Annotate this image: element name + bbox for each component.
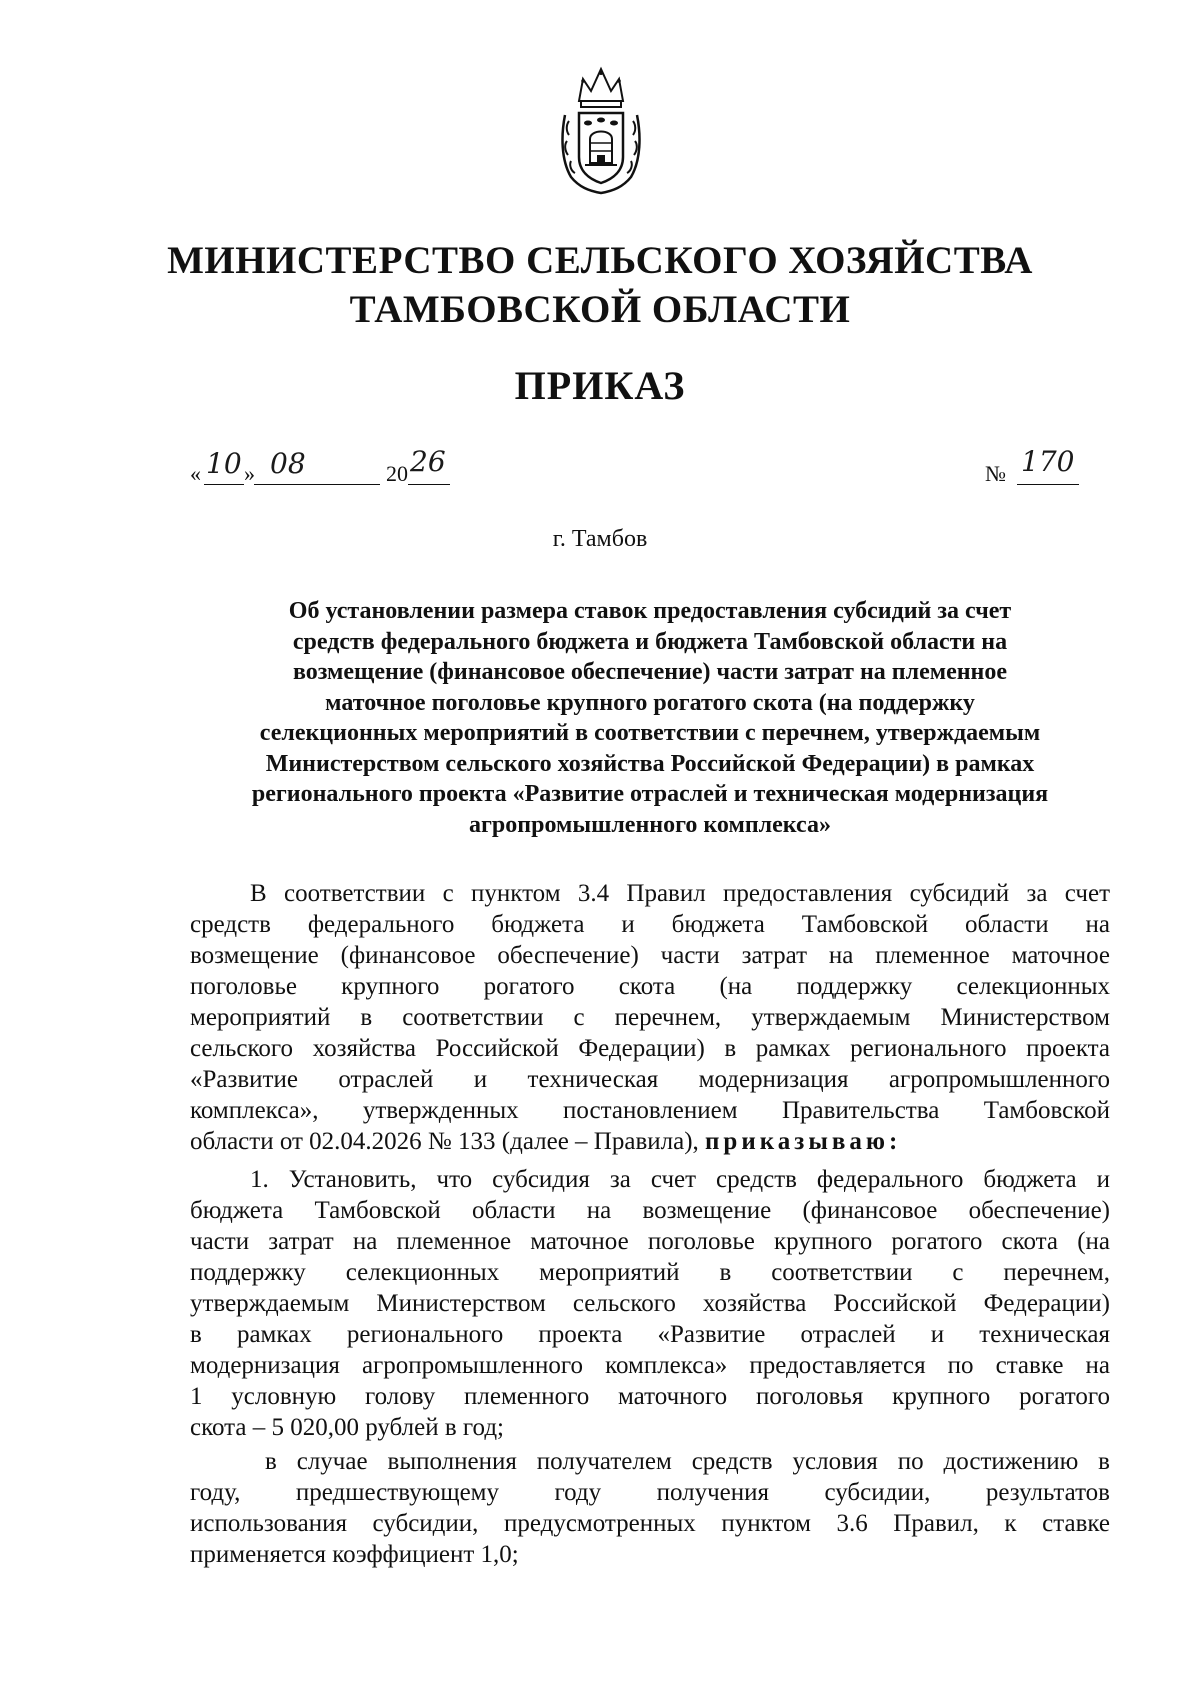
body-line: В соответствии с пунктом 3.4 Правил предоставления субсидий за счет xyxy=(250,880,1110,907)
title-line: селекционных мероприятий в соответствии с перечнем, утверждаемым xyxy=(259,720,1041,746)
body-line: бюджета Тамбовской области на возмещение (финансовое обеспечение) xyxy=(190,1197,1110,1224)
title-line: возмещение (финансовое обеспечение) части затрат на племенное xyxy=(292,659,1008,685)
body-line: комплекса», утвержденных постановлением Правительства Тамбовской xyxy=(190,1097,1110,1124)
date-month: 08 xyxy=(270,447,306,480)
item-1-paragraph xyxy=(190,1164,1110,1443)
title-line: Об установлении размера ставок предоставления субсидий за счет xyxy=(288,598,1012,624)
body-line: «Развитие отраслей и техническая модернизация агропромышленного xyxy=(190,1066,1110,1093)
body-line: утверждаемым Министерством сельского хозяйства Российской Федерации) xyxy=(190,1290,1110,1317)
body-line: сельского хозяйства Российской Федерации) в рамках регионального проекта xyxy=(190,1035,1110,1062)
body-line: возмещение (финансовое обеспечение) части затрат на племенное маточное xyxy=(190,942,1110,969)
body-line: части затрат на племенное маточное поголовье крупного рогатого скота (на xyxy=(190,1228,1110,1255)
body-line: поддержку селекционных мероприятий в соответствии с перечнем, xyxy=(190,1259,1110,1286)
title-line: маточное поголовье крупного рогатого скота (на поддержку xyxy=(325,689,975,716)
title-line: агропромышленного комплекса» xyxy=(469,811,831,838)
date-close-quote: » xyxy=(244,461,255,486)
date-year-prefix: 20 xyxy=(386,461,408,486)
preamble-last-text: области от 02.04.2026 № 133 (далее – Правила), xyxy=(190,1128,699,1155)
body-line: в случае выполнения получателем средств условия по достижению в xyxy=(265,1448,1110,1475)
day-underline xyxy=(204,484,244,485)
title-line: регионального проекта «Развитие отраслей и техническая модернизация xyxy=(251,781,1049,807)
date-day: 10 xyxy=(206,447,242,480)
body-line: 1 условную голову племенного маточного поголовья крупного рогатого xyxy=(190,1383,1110,1410)
number-label: № xyxy=(985,461,1006,486)
city: г. Тамбов xyxy=(552,526,648,552)
ministry-name-line-1: МИНИСТЕРСТВО СЕЛЬСКОГО ХОЗЯЙСТВА xyxy=(167,239,1033,282)
number-underline xyxy=(1017,484,1079,485)
date-year-suffix: 26 xyxy=(410,445,446,478)
coat-of-arms-icon xyxy=(557,65,645,197)
order-title xyxy=(190,596,1110,840)
body-line-final xyxy=(190,1126,1110,1157)
preamble-paragraph xyxy=(190,878,1110,1157)
body-line: применяется коэффициент 1,0; xyxy=(190,1541,519,1568)
body-line: поголовье крупного рогатого скота (на поддержку селекционных xyxy=(190,973,1110,1000)
body-line: 1. Установить, что субсидия за счет средств федерального бюджета и xyxy=(250,1166,1110,1193)
body-line: в рамках регионального проекта «Развитие отраслей и техническая xyxy=(190,1321,1110,1348)
body-line: мероприятий в соответствии с перечнем, утверждаемым Министерством xyxy=(190,1004,1110,1031)
document-type: ПРИКАЗ xyxy=(514,363,686,408)
body-line: использования субсидии, предусмотренных пунктом 3.6 Правил, к ставке xyxy=(190,1510,1110,1537)
date-open-quote: « xyxy=(190,461,201,486)
body-line: средств федерального бюджета и бюджета Тамбовской области на xyxy=(190,911,1110,938)
year-underline xyxy=(408,484,450,485)
body-line: скота – 5 020,00 рублей в год; xyxy=(190,1414,504,1441)
item-1-continuation-paragraph xyxy=(190,1446,1110,1570)
body-line: году, предшествующему году получения субсидии, результатов xyxy=(190,1479,1110,1506)
number-value: 170 xyxy=(1021,445,1075,478)
body-line: модернизация агропромышленного комплекса» предоставляется по ставке на xyxy=(190,1352,1110,1379)
ministry-name-line-2: ТАМБОВСКОЙ ОБЛАСТИ xyxy=(349,288,851,331)
order-word: приказываю: xyxy=(705,1128,902,1155)
month-underline xyxy=(254,484,380,485)
title-line: Министерством сельского хозяйства Российской Федерации) в рамках xyxy=(265,750,1035,777)
title-line: средств федерального бюджета и бюджета Тамбовской области на xyxy=(292,628,1008,655)
